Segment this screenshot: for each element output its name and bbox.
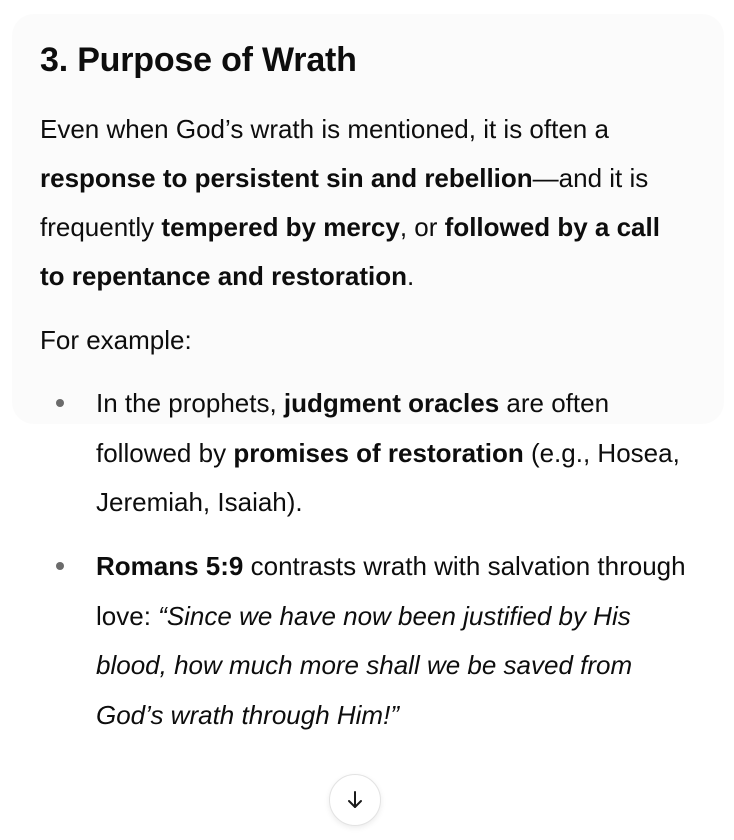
bullet-1-text-3: (e.g., Hosea, Jeremiah, Isaiah). bbox=[96, 437, 680, 517]
bullet-dot bbox=[56, 399, 64, 407]
intro-text-3: , or bbox=[399, 212, 445, 242]
bullet-2-text-1: contrasts wrath with salvation through love: bbox=[96, 551, 686, 631]
intro-bold-3: followed by a call to repentance and restoration bbox=[40, 212, 660, 291]
bullet-dot bbox=[56, 562, 64, 570]
intro-bold-2: tempered by mercy bbox=[161, 212, 400, 242]
intro-text-4: . bbox=[406, 261, 415, 291]
arrow-down-icon bbox=[343, 788, 367, 812]
intro-paragraph bbox=[40, 105, 690, 301]
list-item bbox=[96, 542, 696, 740]
bullet-1-text-1: In the prophets, bbox=[96, 388, 284, 418]
bullet-2-quote: “Since we have now been justified by His blood, how much more shall we be saved from God’s wrath through Him!” bbox=[96, 600, 633, 730]
scroll-to-bottom-button[interactable] bbox=[329, 774, 381, 826]
intro-text-1: Even when God’s wrath is mentioned, it is often a bbox=[40, 114, 609, 144]
bullet-2-bold-1: Romans 5:9 bbox=[96, 551, 244, 581]
bullet-1-bold-2: promises of restoration bbox=[233, 437, 524, 468]
bullet-1-text-2: are often followed by bbox=[96, 388, 610, 468]
section-heading: 3. Purpose of Wrath bbox=[40, 41, 357, 79]
example-label: For example: bbox=[40, 325, 192, 355]
intro-text-2: —and it is frequently bbox=[40, 163, 649, 242]
list-item bbox=[96, 379, 696, 528]
bullet-1-bold-1: judgment oracles bbox=[283, 388, 500, 418]
intro-bold-1: response to persistent sin and rebellion bbox=[40, 163, 533, 193]
